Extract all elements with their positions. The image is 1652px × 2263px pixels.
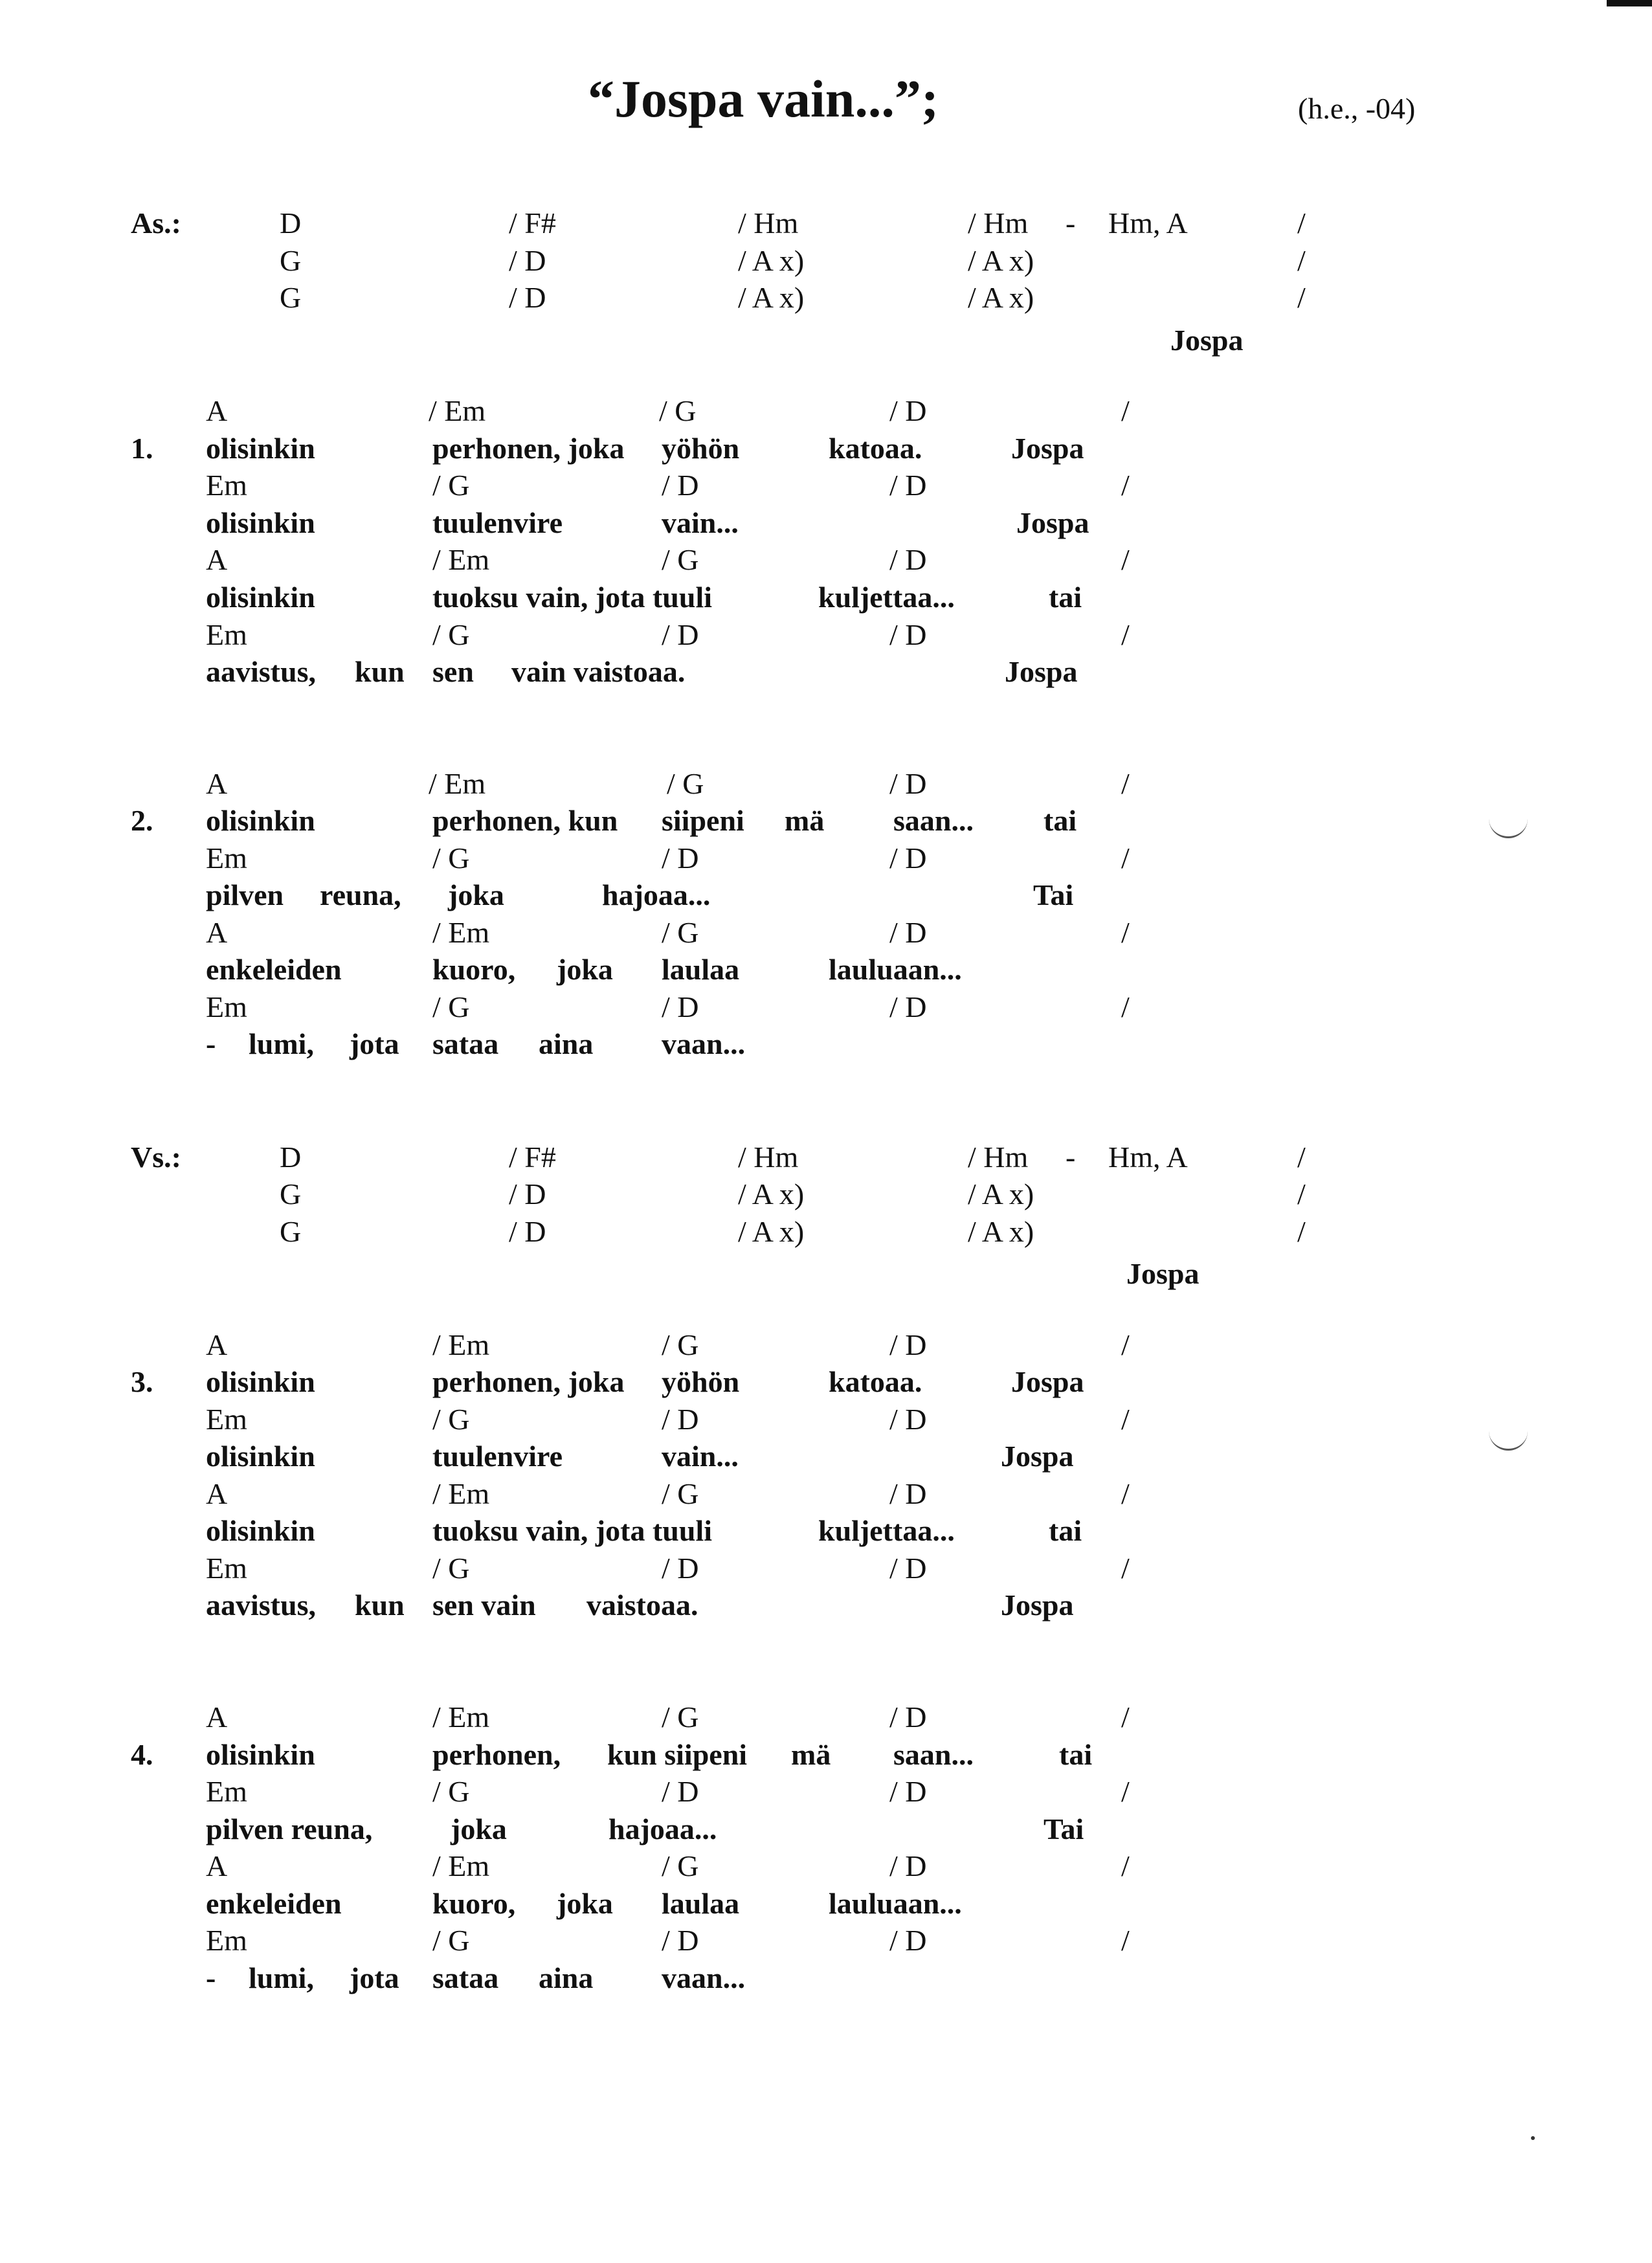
chord: A [206,1700,228,1733]
chord: / G [432,469,470,502]
chord: / D [889,1477,927,1510]
chord: / D [662,1403,699,1436]
chord: / D [662,618,699,651]
lyric: pilven reuna, [206,1812,373,1845]
lyric: kuljettaa... [818,581,955,614]
bar-line: / [1121,916,1130,949]
chord: / G [662,1700,699,1733]
lyric: olisinkin [206,1440,315,1473]
bar-line: / [1121,1552,1130,1585]
lyric: tai [1049,1514,1082,1547]
chord: / Em [432,1700,490,1733]
lyric: olisinkin [206,506,315,539]
lyric: lumi, [249,1961,314,1994]
chord: / D [889,1849,927,1882]
lyric: tai [1059,1738,1093,1771]
chord: G [280,281,302,314]
chord: / D [662,842,699,875]
lyric: Jospa [1016,506,1089,539]
lyric: joka [557,953,613,986]
chord: / A x) [968,244,1034,277]
lyric: perhonen, joka [432,432,625,465]
bar-line: / [1121,842,1130,875]
lyric: olisinkin [206,1365,315,1398]
lyric: olisinkin [206,581,315,614]
bar-line: / [1121,767,1130,800]
chord: / Em [432,1477,490,1510]
chord: / D [889,543,927,576]
lyric: sataa [432,1027,499,1060]
chord: / D [889,394,927,427]
lyric: lumi, [249,1027,314,1060]
chord: / D [889,1552,927,1585]
lyric: vain... [662,506,739,539]
chord: / D [889,990,927,1023]
lyric: - [206,1027,216,1060]
chord: / A x) [738,1177,805,1210]
chord: / G [662,1849,699,1882]
chord: / D [889,842,927,875]
chord: / D [509,1215,546,1248]
chord: Em [206,1924,247,1957]
lyric: Jospa [1011,432,1084,465]
chord: / Em [432,916,490,949]
chord: A [206,394,228,427]
chord: / G [432,1924,470,1957]
chord: D [280,1141,302,1174]
scan-dot [1531,2136,1535,2140]
chord: / D [509,244,546,277]
lyric: aina [539,1961,594,1994]
lyric: enkeleiden [206,953,342,986]
lyric: sen [432,655,474,688]
lyric: lauluaan... [829,953,962,986]
chord: / Hm [968,1141,1029,1174]
lyric: siipeni [662,804,744,837]
lyric: pilven [206,878,284,911]
song-title: “Jospa vain...”; [588,69,939,128]
chord: A [206,543,228,576]
lyric: vain... [662,1440,739,1473]
interlude-lead-in: Jospa [1126,1257,1200,1290]
chord: / G [662,1477,699,1510]
bar-line: / [1297,1177,1306,1210]
chord: / G [662,543,699,576]
lyric: reuna, [320,878,401,911]
lyric: aavistus, [206,1589,316,1622]
bar-line: / [1297,206,1306,240]
lyric: kun [355,655,405,688]
chord: / Em [432,1849,490,1882]
lyric: tuulenvire [432,506,563,539]
chord: / D [889,469,927,502]
interlude-label: Vs.: [131,1141,181,1174]
chord: / Hm [738,1141,799,1174]
chord: / D [509,281,546,314]
chord: / A x) [968,281,1034,314]
chord: G [280,1177,302,1210]
lyric: joka [557,1887,613,1920]
bar-line: / [1297,1141,1306,1174]
bar-line: / [1121,1477,1130,1510]
lyric: Tai [1033,878,1074,911]
chord: / G [432,1403,470,1436]
lyric: perhonen, joka [432,1365,625,1398]
chord: / G [432,618,470,651]
chord: Hm, A [1108,1141,1188,1174]
lyric: joka [448,878,504,911]
lyric: tuoksu vain, jota tuuli [432,581,713,614]
chord: - [1066,206,1076,240]
lyric: tai [1049,581,1082,614]
lyric: Jospa [1005,655,1078,688]
lyric: kun [355,1589,405,1622]
chord: / F# [509,1141,556,1174]
chord: / A x) [968,1215,1034,1248]
chord: Em [206,1403,247,1436]
chord: / Hm [738,206,799,240]
bar-line: / [1121,543,1130,576]
lyric: sataa [432,1961,499,1994]
lyric: olisinkin [206,1514,315,1547]
lyric: - [206,1961,216,1994]
lyric: katoaa. [829,432,922,465]
chord: A [206,1477,228,1510]
chord: / F# [509,206,556,240]
scan-mark [1489,1429,1528,1451]
chord: Em [206,1775,247,1808]
lyric: Jospa [1011,1365,1084,1398]
lyric: olisinkin [206,1738,315,1771]
bar-line: / [1121,469,1130,502]
lyric: saan... [893,804,974,837]
bar-line: / [1121,618,1130,651]
chord: / G [432,842,470,875]
chord: / A x) [738,1215,805,1248]
lyric: kuljettaa... [818,1514,955,1547]
lyric: laulaa [662,1887,740,1920]
chord: / D [662,1775,699,1808]
chord: / D [889,916,927,949]
lyric: jota [350,1027,399,1060]
chord: / Em [432,543,490,576]
chord: / D [662,1924,699,1957]
lyric: katoaa. [829,1365,922,1398]
lyric: perhonen, [432,1738,561,1771]
chord: / G [667,767,704,800]
chord: Em [206,990,247,1023]
chord: A [206,1328,228,1361]
scan-mark [1489,817,1528,838]
lyric: sen vain [432,1589,536,1622]
lyric: enkeleiden [206,1887,342,1920]
lyric: vaistoaa. [586,1589,698,1622]
lyric: yöhön [662,432,740,465]
bar-line: / [1297,244,1306,277]
lyric: hajoaa... [602,878,711,911]
lyric: vaan... [662,1961,746,1994]
bar-line: / [1121,1328,1130,1361]
chord: / A x) [738,244,805,277]
chord: A [206,1849,228,1882]
chord: / Em [429,767,486,800]
bar-line: / [1297,1215,1306,1248]
bar-line: / [1121,1403,1130,1436]
lyric: saan... [893,1738,974,1771]
bar-line: / [1121,990,1130,1023]
song-credit: (h.e., -04) [1298,92,1416,125]
lyric: lauluaan... [829,1887,962,1920]
lyric: laulaa [662,953,740,986]
chord: Em [206,469,247,502]
bar-line: / [1297,281,1306,314]
lyric: hajoaa... [608,1812,717,1845]
chord: G [280,244,302,277]
bar-line: / [1121,1849,1130,1882]
lyric: olisinkin [206,432,315,465]
chord: / G [659,394,697,427]
intro-label: As.: [131,206,181,240]
chord: / D [889,1700,927,1733]
bar-line: / [1121,394,1130,427]
chord: / D [509,1177,546,1210]
lyric: tuoksu vain, jota tuuli [432,1514,713,1547]
chord: / D [889,1403,927,1436]
chord: Em [206,618,247,651]
chord: / G [432,1775,470,1808]
lyric: mä [785,804,825,837]
lyric: kun siipeni [607,1738,748,1771]
chord: / D [662,1552,699,1585]
chord: / Hm [968,206,1029,240]
bar-line: / [1121,1700,1130,1733]
chord: / Em [429,394,486,427]
lyric: aina [539,1027,594,1060]
verse-number: 3. [131,1365,153,1398]
chord: / A x) [738,281,805,314]
lyric: kuoro, [432,953,516,986]
lyric: Jospa [1001,1440,1074,1473]
chord: / Em [432,1328,490,1361]
chord: / D [889,767,927,800]
lyric: kuoro, [432,1887,516,1920]
verse-number: 1. [131,432,153,465]
lyric: Jospa [1001,1589,1074,1622]
chord: / D [662,469,699,502]
lyric: Tai [1044,1812,1084,1845]
chord: Hm, A [1108,206,1188,240]
chord: / D [662,990,699,1023]
intro-lead-in: Jospa [1170,324,1244,357]
chord: A [206,767,228,800]
lyric: tai [1044,804,1077,837]
chord: / D [889,618,927,651]
chord: G [280,1215,302,1248]
lyric: tuulenvire [432,1440,563,1473]
lyric: mä [791,1738,831,1771]
chord: / D [889,1775,927,1808]
verse-number: 4. [131,1738,153,1771]
page-corner-mark [1607,0,1652,22]
lyric: yöhön [662,1365,740,1398]
chord: / D [889,1328,927,1361]
lyric: perhonen, kun [432,804,618,837]
chord: / D [889,1924,927,1957]
chord: / G [662,916,699,949]
lyric: vaan... [662,1027,746,1060]
lyric: vain vaistoaa. [511,655,686,688]
chord: D [280,206,302,240]
chord: Em [206,1552,247,1585]
bar-line: / [1121,1924,1130,1957]
lyric: olisinkin [206,804,315,837]
chord: Em [206,842,247,875]
chord: / G [662,1328,699,1361]
chord: A [206,916,228,949]
chord: / A x) [968,1177,1034,1210]
chord: - [1066,1141,1076,1174]
lyric: aavistus, [206,655,316,688]
bar-line: / [1121,1775,1130,1808]
lyric: jota [350,1961,399,1994]
verse-number: 2. [131,804,153,837]
lyric: joka [451,1812,507,1845]
chord: / G [432,1552,470,1585]
chord: / G [432,990,470,1023]
